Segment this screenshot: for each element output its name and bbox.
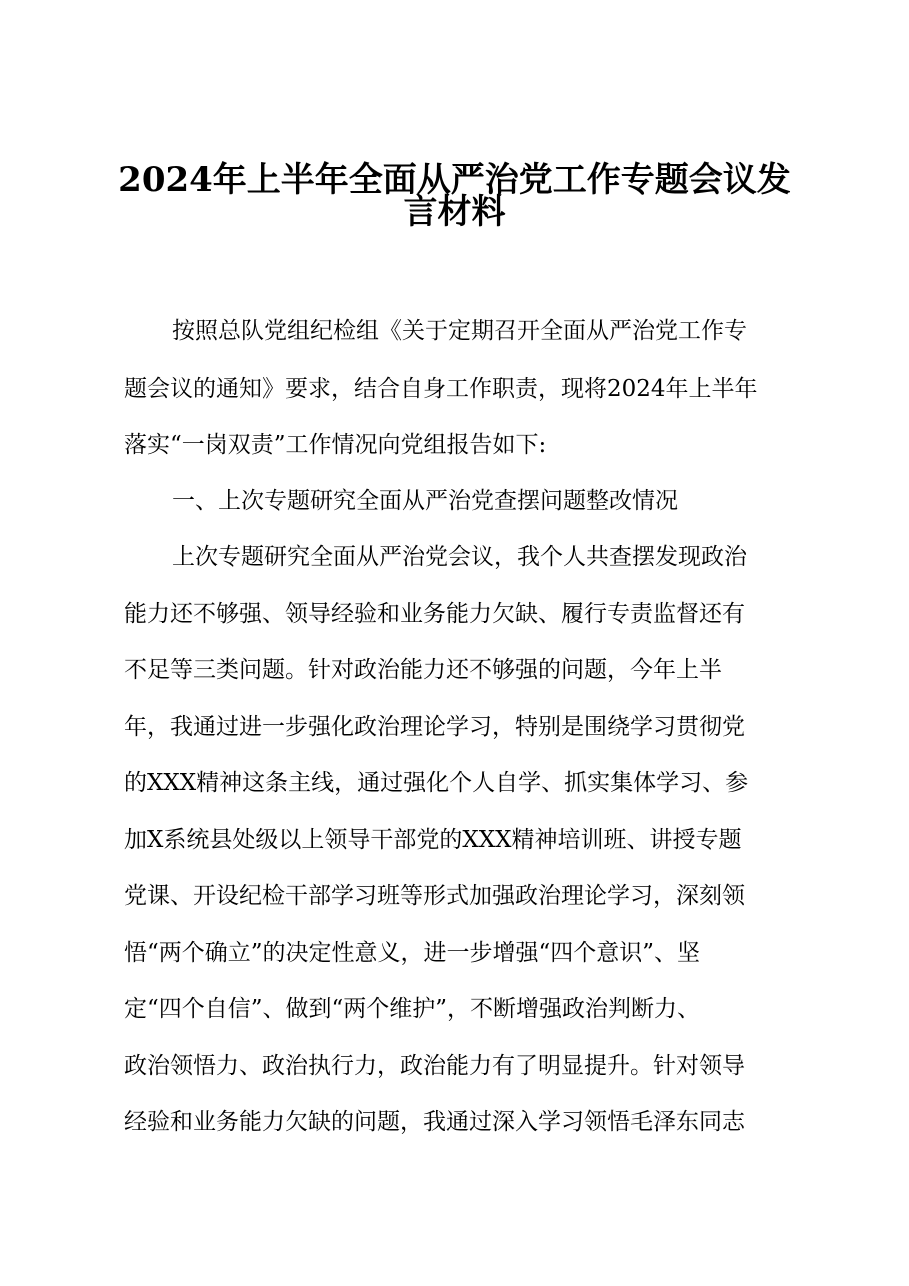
intro-line-3: 落实“一岗双责”工作情况向党组报告如下: (124, 432, 547, 458)
body-line-9: 定“四个自信”、做到“两个维护”，不断增强政治判断力、 (124, 996, 701, 1022)
body-line-2: 能力还不够强、领导经验和业务能力欠缺、履行专责监督还有 (124, 601, 745, 627)
document-title-line-2: 言材料 (403, 192, 506, 232)
body-line-5: 的XXX精神这条主线，通过强化个人自学、抓实集体学习、参 (124, 770, 749, 796)
body-line-10: 政治领悟力、政治执行力，政治能力有了明显提升。针对领导 (124, 1053, 745, 1079)
body-line-3: 不足等三类问题。针对政治能力还不够强的问题，今年上半 (124, 657, 722, 683)
intro-line-2: 题会议的通知》要求，结合自身工作职责，现将2024年上半年 (124, 376, 758, 402)
body-line-1: 上次专题研究全面从严治党会议，我个人共查摆发现政治 (172, 544, 747, 570)
body-line-8: 悟“两个确立”的决定性意义，进一步增强“四个意识”、坚 (124, 940, 701, 966)
body-line-4: 年，我通过进一步强化政治理论学习，特别是围绕学习贯彻党 (124, 714, 745, 740)
body-line-7: 党课、开设纪检干部学习班等形式加强政治理论学习，深刻领 (124, 883, 745, 909)
document-title-line-1: 2024年上半年全面从严治党工作专题会议发 (118, 160, 791, 200)
section-heading: 一、上次专题研究全面从严治党查摆问题整改情况 (172, 488, 678, 514)
intro-line-1: 按照总队党组纪检组《关于定期召开全面从严治党工作专 (172, 318, 747, 344)
body-line-11: 经验和业务能力欠缺的问题，我通过深入学习领悟毛泽东同志 (124, 1109, 745, 1135)
body-line-6: 加X系统县处级以上领导干部党的XXX精神培训班、讲授专题 (124, 827, 742, 853)
